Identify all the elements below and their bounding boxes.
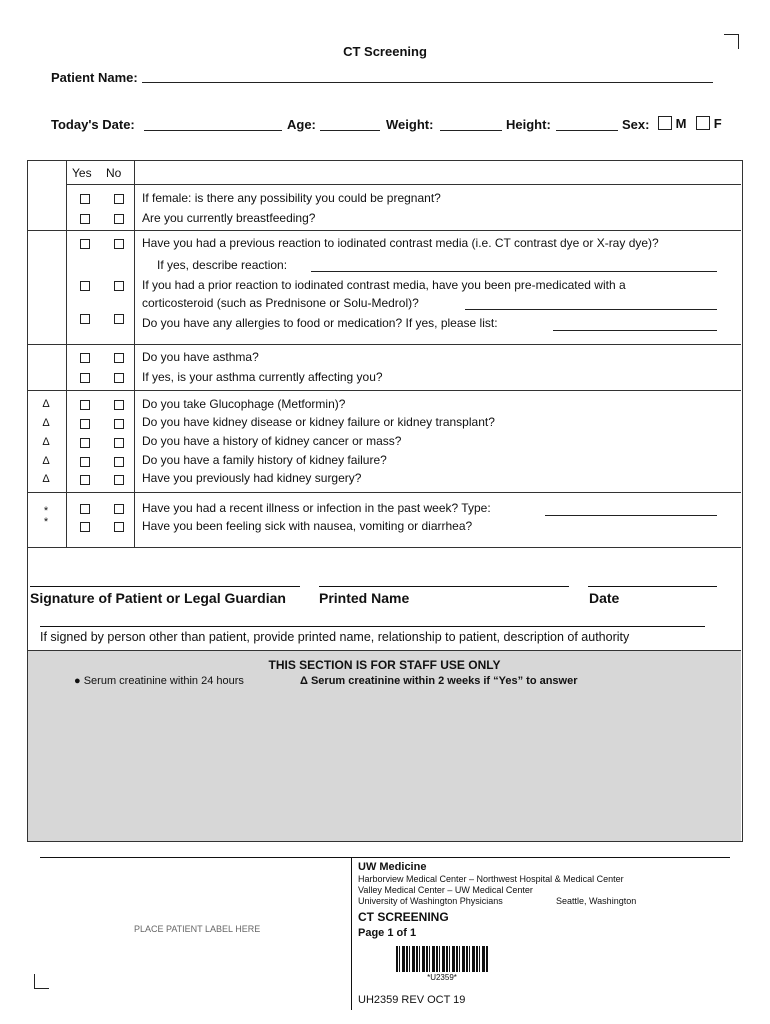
- reaction-description-field[interactable]: [311, 258, 717, 272]
- form-name: CT SCREENING: [358, 910, 449, 924]
- column-divider: [66, 160, 67, 547]
- row-divider: [28, 547, 741, 548]
- patient-name-label: Patient Name:: [51, 70, 138, 85]
- yes-checkbox[interactable]: [80, 475, 90, 485]
- question-premedicated-cont: corticosteroid (such as Prednisone or Solu-Medrol)?: [142, 296, 419, 310]
- no-checkbox[interactable]: [114, 475, 124, 485]
- no-checkbox[interactable]: [114, 281, 124, 291]
- no-checkbox[interactable]: [114, 194, 124, 204]
- footer-divider: [351, 857, 352, 1010]
- row-divider: [66, 184, 741, 185]
- yes-checkbox[interactable]: [80, 194, 90, 204]
- org-line-1: Harborview Medical Center – Northwest Hospital & Medical Center: [358, 874, 624, 884]
- staff-note-24h: Serum creatinine within 24 hours: [83, 675, 244, 687]
- question-premedicated: If you had a prior reaction to iodinated contrast media, have you been pre-medicated with a: [142, 278, 626, 292]
- question-asthma-current: If yes, is your asthma currently affecting you?: [142, 370, 383, 384]
- age-field[interactable]: [320, 116, 380, 131]
- row-divider: [28, 492, 741, 493]
- no-checkbox[interactable]: [114, 214, 124, 224]
- yes-header: Yes: [72, 166, 92, 180]
- yes-checkbox[interactable]: [80, 314, 90, 324]
- signature-label: Signature of Patient or Legal Guardian: [30, 590, 286, 606]
- org-line-2: Valley Medical Center – UW Medical Center: [358, 885, 533, 895]
- yes-checkbox[interactable]: [80, 400, 90, 410]
- weight-field[interactable]: [440, 116, 502, 131]
- sex-f-label: F: [713, 116, 722, 131]
- height-field[interactable]: [556, 116, 618, 131]
- delta-mark: Δ: [42, 398, 50, 410]
- footer-divider: [40, 857, 730, 858]
- sex-label: Sex:: [622, 117, 650, 132]
- question-pregnant: If female: is there any possibility you could be pregnant?: [142, 191, 441, 205]
- staff-note-2wk: Serum creatinine within 2 weeks if “Yes” to answer: [310, 675, 578, 687]
- corner-mark: [34, 974, 49, 989]
- weight-label: Weight:: [386, 117, 434, 132]
- patient-name-field[interactable]: [142, 68, 713, 83]
- org-name: UW Medicine: [358, 861, 427, 873]
- no-checkbox[interactable]: [114, 400, 124, 410]
- yes-checkbox[interactable]: [80, 438, 90, 448]
- allergies-field[interactable]: [553, 317, 717, 331]
- page-title: CT Screening: [343, 44, 427, 59]
- printed-name-line[interactable]: [319, 586, 569, 587]
- revision: UH2359 REV OCT 19: [358, 994, 466, 1006]
- bullet-icon: ●: [74, 675, 81, 687]
- todays-date-field[interactable]: [144, 116, 282, 131]
- question-nausea: Have you been feeling sick with nausea, vomiting or diarrhea?: [142, 519, 473, 533]
- question-allergies: Do you have any allergies to food or medication? If yes, please list:: [142, 316, 498, 330]
- staff-header: THIS SECTION IS FOR STAFF USE ONLY: [268, 658, 501, 672]
- question-prior-reaction: Have you had a previous reaction to iodinated contrast media (i.e. CT contrast dye or X-ray dye)?: [142, 236, 659, 250]
- barcode-text: *U2359*: [427, 973, 457, 982]
- row-divider: [28, 344, 741, 345]
- printed-name-label: Printed Name: [319, 590, 410, 606]
- question-kidney-cancer: Do you have a history of kidney cancer or mass?: [142, 434, 402, 448]
- no-checkbox[interactable]: [114, 504, 124, 514]
- no-checkbox[interactable]: [114, 522, 124, 532]
- question-metformin: Do you take Glucophage (Metformin)?: [142, 397, 346, 411]
- row-divider: [28, 230, 741, 231]
- sex-f-checkbox[interactable]: [696, 116, 710, 130]
- page-number: Page 1 of 1: [358, 927, 417, 939]
- yes-checkbox[interactable]: [80, 419, 90, 429]
- barcode: [396, 946, 488, 972]
- question-asthma: Do you have asthma?: [142, 350, 259, 364]
- row-divider: [28, 390, 741, 391]
- question-family-kidney: Do you have a family history of kidney failure?: [142, 453, 387, 467]
- delta-mark: Δ: [42, 455, 50, 467]
- date-line[interactable]: [588, 586, 717, 587]
- no-checkbox[interactable]: [114, 457, 124, 467]
- star-mark: *: [43, 516, 49, 528]
- signature-line[interactable]: [30, 586, 300, 587]
- org-location: Seattle, Washington: [556, 896, 637, 906]
- star-mark: *: [43, 505, 49, 517]
- org-line-3: University of Washington Physicians: [358, 896, 503, 906]
- question-kidney-disease: Do you have kidney disease or kidney failure or kidney transplant?: [142, 415, 495, 429]
- yes-checkbox[interactable]: [80, 353, 90, 363]
- yes-checkbox[interactable]: [80, 457, 90, 467]
- date-label: Date: [589, 590, 620, 606]
- no-checkbox[interactable]: [114, 314, 124, 324]
- yes-checkbox[interactable]: [80, 373, 90, 383]
- delta-mark: Δ: [42, 417, 50, 429]
- yes-checkbox[interactable]: [80, 239, 90, 249]
- no-checkbox[interactable]: [114, 419, 124, 429]
- todays-date-label: Today's Date:: [51, 117, 135, 132]
- no-checkbox[interactable]: [114, 373, 124, 383]
- yes-checkbox[interactable]: [80, 281, 90, 291]
- column-divider: [134, 160, 135, 547]
- patient-label-area: PLACE PATIENT LABEL HERE: [134, 924, 261, 934]
- question-kidney-surgery: Have you previously had kidney surgery?: [142, 471, 362, 485]
- height-label: Height:: [506, 117, 551, 132]
- delta-mark: Δ: [42, 473, 50, 485]
- illness-type-field[interactable]: [545, 502, 717, 516]
- no-header: No: [106, 166, 122, 180]
- yes-checkbox[interactable]: [80, 214, 90, 224]
- no-checkbox[interactable]: [114, 353, 124, 363]
- authority-note: If signed by person other than patient, provide printed name, relationship to patient, description of authority: [40, 630, 630, 644]
- yes-checkbox[interactable]: [80, 522, 90, 532]
- question-recent-illness: Have you had a recent illness or infection in the past week? Type:: [142, 501, 491, 515]
- question-breastfeeding: Are you currently breastfeeding?: [142, 211, 316, 225]
- premedication-field[interactable]: [465, 296, 717, 310]
- no-checkbox[interactable]: [114, 438, 124, 448]
- age-label: Age:: [287, 117, 316, 132]
- reaction-description-label: If yes, describe reaction:: [157, 258, 288, 272]
- no-checkbox[interactable]: [114, 239, 124, 249]
- delta-icon: Δ: [300, 675, 308, 687]
- authority-line[interactable]: [40, 626, 705, 627]
- yes-checkbox[interactable]: [80, 504, 90, 514]
- sex-m-checkbox[interactable]: [658, 116, 672, 130]
- delta-mark: Δ: [42, 436, 50, 448]
- sex-m-label: M: [675, 116, 687, 131]
